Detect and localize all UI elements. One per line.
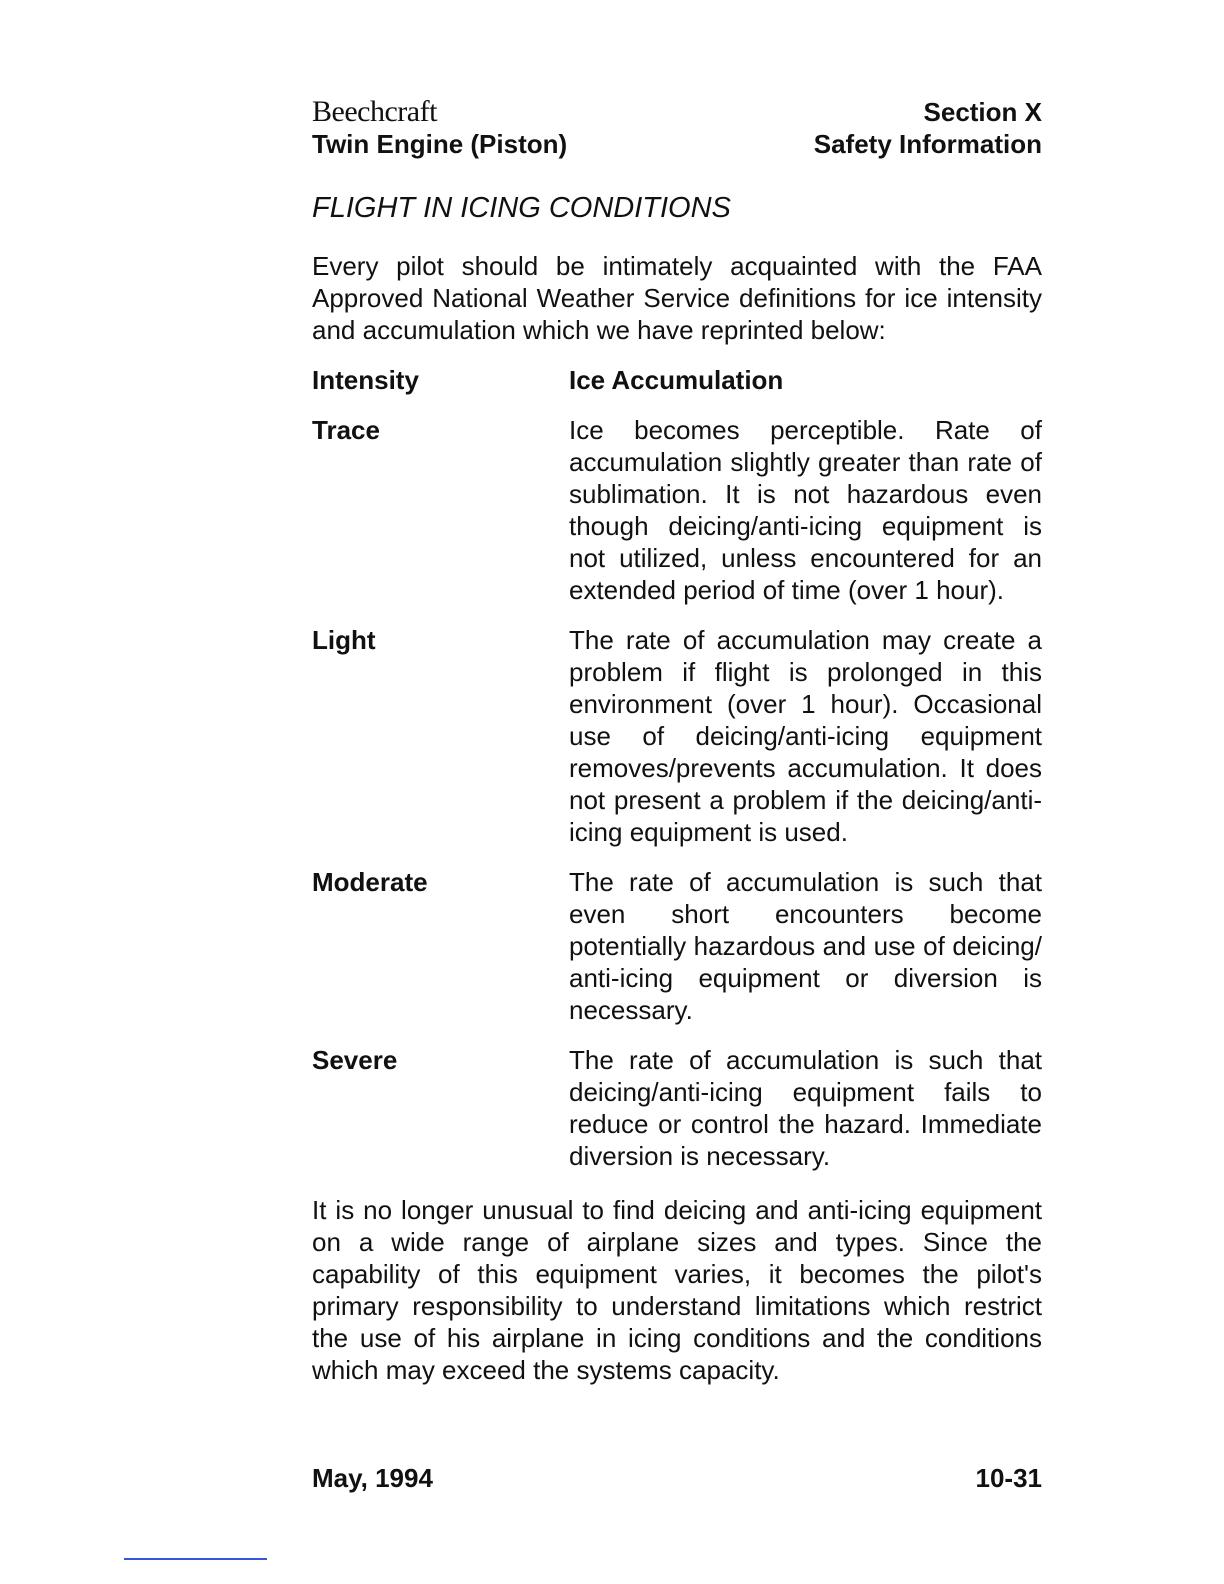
header-intensity: Intensity [312, 365, 419, 395]
table-row [312, 866, 1042, 1026]
table-row [312, 414, 1042, 606]
header-left [312, 96, 567, 160]
page-title: FLIGHT IN ICING CONDITIONS [312, 192, 731, 224]
page-number: 10-31 [975, 1463, 1042, 1493]
description-light: The rate of accumulation may create a problem if flight is prolonged in this environment (over 1 hour). Occasional use of deicing/anti-icing equipment removes/prevents accumulation. It does not present a problem if the deicing/anti-icing equipment is used. [569, 625, 1042, 847]
intensity-moderate: Moderate [312, 867, 428, 897]
table-row [312, 624, 1042, 848]
intensity-trace: Trace [312, 415, 380, 445]
header-subtitle: Twin Engine (Piston) [312, 129, 568, 159]
intensity-light: Light [312, 625, 376, 655]
document-page [312, 96, 1042, 1386]
footer-date: May, 1994 [312, 1463, 433, 1493]
description-severe: The rate of accumulation is such that deicing/anti-icing equipment fails to reduce or control the hazard. Immediate diversion is necessary. [569, 1045, 1042, 1171]
intensity-severe: Severe [312, 1045, 398, 1075]
closing-paragraph: It is no longer unusual to find deicing and anti-icing equipment on a wide range of airplane sizes and types. Since the capability of this equipment varies, it becomes the pilot's primary responsibility to understand limitations which restrict the use of his airplane in icing conditions and the conditions which may exceed the systems capacity. [312, 1195, 1042, 1385]
intro-paragraph: Every pilot should be intimately acquainted with the FAA Approved National Weather Service definitions for ice intensity and accumulation which we have reprinted below: [312, 251, 1042, 345]
description-trace: Ice becomes perceptible. Rate of accumulation slightly greater than rate of sublimation. It is not hazardous even though deicing/anti-icing equipment is not utilized, unless encountered for an extended period of time (over 1 hour). [569, 415, 1042, 605]
brand-logo: Beechcraft [312, 95, 437, 128]
scan-artifact-line [124, 1558, 267, 1560]
section-name: Safety Information [813, 129, 1042, 159]
table-row [312, 1044, 1042, 1172]
description-moderate: The rate of accumulation is such that even short encounters become potentially hazardous and use of deicing/ anti-icing equipment or diversion is necessary. [569, 867, 1042, 1025]
ice-intensity-table [312, 364, 1042, 1172]
header-right [814, 96, 1042, 160]
header-accumulation: Ice Accumulation [569, 365, 784, 395]
page-header [312, 96, 1042, 160]
section-number: Section X [923, 97, 1042, 127]
table-header-row [312, 364, 1042, 396]
page-footer [312, 1462, 1042, 1494]
